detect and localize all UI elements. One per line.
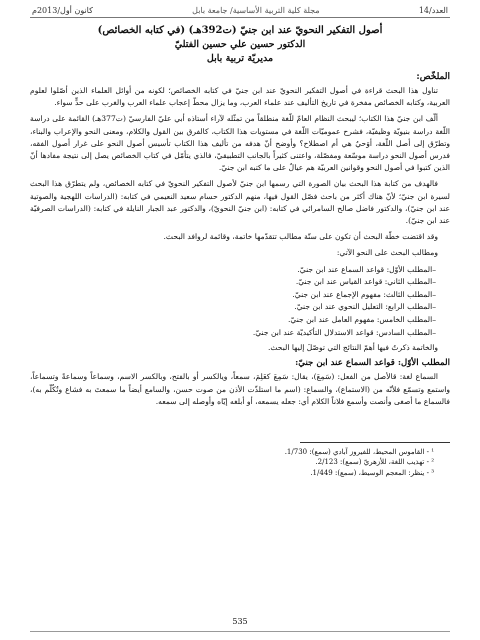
issue-number: العدد/14 [418,6,448,15]
journal-name: مجلة كلية التربية الأساسية/ جامعة بابل [192,6,320,15]
abstract-paragraph-5: ومطالب البحث على النحو الآتي: [336,248,438,258]
section-paragraph: السماع لغة: قالأصل من الفعل: (سَمِعَ)، يقال: سَمِعَ كعَلِمَ، سمعاً، ويالكسر أو بالفتح، وبالكسر الاسم، وسماعاً وسماعةً وتسماعاً، واستمع وتسمّع فلأنّه من (الاستماع)، والسماع: (اسم ما استلذّت الأذن من صوت حسن، والسامع أيضاً ما سمعتَ به فشاع وتُكُلّم به)، فالسماع ما أصغى وأنصت وأسمع فلاناً الكلام أي: جعله يسمعه، أو أبلغه إيّاه وأوصله إلى سمعه. [30,372,450,406]
footer-rule [30,631,450,632]
page-number: 535 [232,617,248,626]
section-heading: المطلب الأوّل: قواعد السماع عند ابن جنيّ: [295,358,450,369]
sections-list [30,264,450,340]
list-item: –المطلب الرابع: التعليل النحوي عند ابن جنيّ. [294,302,436,312]
running-header [30,6,450,17]
abstract-heading: الملخّص: [416,72,450,82]
abstract-paragraph-4: وقد اقتضت خطّة البحث أن تكون على ستّة مطالب تتقدّمها خاتمة، وقائمة لروافد البحث. [163,232,438,242]
author-name: الدكتور حسين علي حسين الفتليّ [174,39,306,50]
list-item: –المطلب الثالث: مفهوم الإجماع عند ابن جنيّ. [292,289,436,299]
footnote-2: ² - تهذيب اللغة، للأزهريّ (سمع): 2/123. [315,458,434,467]
footnote-1: ¹ - القاموس المحيط، للفيروز آبادي (سمع): 1/730. [284,448,434,457]
list-item: –المطلب السادس: قواعد الاستدلال التأكيديّة عند ابن جنيّ. [252,327,436,337]
abstract-paragraph-2: ألّف ابن جنيّ هذا الكتاب؛ ليبحث النظام العامّ للّغة منطلقاً من تمثّله لآراء أستاذه أبي عليّ الفارسيّ (ت377هـ) القائمة على دراسة اللّغة دراسة بنيويّة وظيفيّة، فشرح عموميّات اللّغة في مستويات هذا الكتاب، كالفرق بين القول والكلام، ومعنى النحو والإعراب والبناء، وتطرّق إلى أصل اللّغة، أوَحيٌ هي أم اصطلاح؟ وأوضح أنّ هدفه من تأليف هذا الكتاب تأسيس أصول النحو على غرار أصول الفقه، فدرس أصول النحو دراسة موسّعة ومفصّلة، واعتنى كثيراً بالجانب التطبيقيّ، فالذي يتأمّل في كتاب الخصائص يصل إلى نتيجة مفادها أنّ الذين كتبوا في أصول النحو وقوانين العربيّة هم عيالٌ على ما كتبه ابن جنيّ. [30,114,450,173]
abstract-paragraph-3: فالهدف من كتابة هذا البحث بيان الصورة التي رسمها ابن جنيّ لأصول التفكير النحويّ في كتابه الخصائص، ولم يتطرّق هذا البحث لسيرة ابن جنيّ؛ لأنّ هناك أكثر من باحث فصّل القول فيها، منهم الدكتور حسام سعيد النعيمي في كتابه: (الدراسات اللهجية والصوتية عند ابن جنيّ)، والدكتور فاضل صالح السامرائي في كتابه: (ابن جنيّ النحويّ)، والدكتور عبد الجبار النايلة في كتابه: (الدراسات الصرفيّة عند ابن جنيّ). [30,179,450,226]
closing-line: والخاتمة ذكرتُ فيها أهمّ النتائج التي توصّلَ إليها البحث. [267,343,438,353]
list-item: –المطلب الأوّل: قواعد السماع عند ابن جنيّ. [297,264,436,274]
footnote-3: ³ - ينظر: المعجم الوسيط، (سمع): 1/449. [310,468,434,477]
list-item: –المطلب الخامس: مفهوم العامل عند ابن جنيّ. [287,315,436,325]
abstract-paragraph-1: تناول هذا البحث قراءة في أصول التفكير النحويّ عند ابن جنيّ في كتابه الخصائص؛ لكونه من أوائل العلماء الذين أصّلوا لعلوم العربية، وكتابه الخصائص مفخرة في تاريخ التأليف عند علماء العرب، وما يزال محطّ إعجاب علماء العرب والغرب على حدٍّ سواء. [30,86,450,108]
author-affiliation: مديريّة تربية بابل [206,53,274,64]
paper-title: أصول التفكير النحويّ عند ابن جنيّ (ت392هـ) (في كتابه الخصائص) [97,25,383,36]
issue-date: كانون أول/2013م [32,6,93,15]
footnote-rule [300,442,450,443]
list-item: –المطلب الثاني: قواعد القياس عند ابن جنيّ. [295,277,436,287]
header-rule [30,17,450,18]
title-block [30,24,450,66]
